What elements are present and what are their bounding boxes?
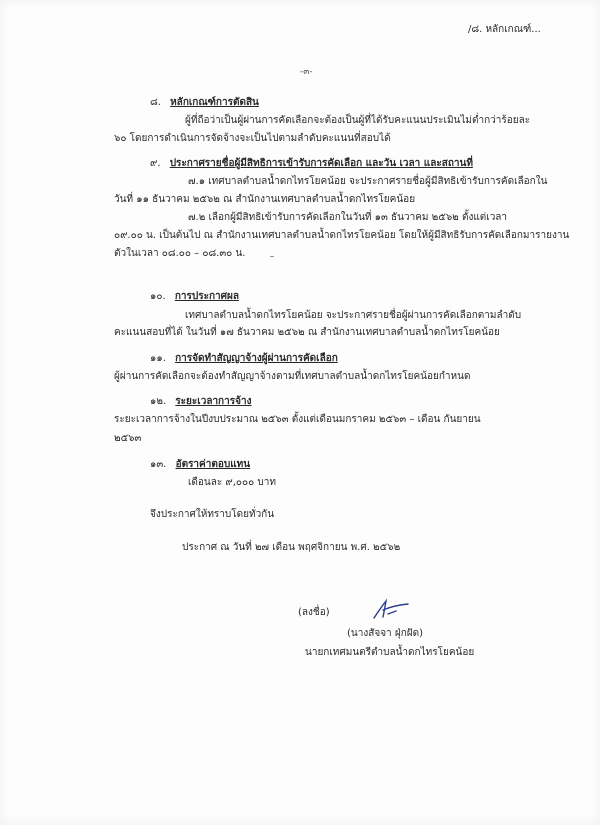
section-13-title: อัตราค่าตอบแทน [175, 459, 251, 470]
section-10-number: ๑๐. [150, 291, 166, 302]
section-8-number: ๘. [150, 97, 161, 108]
section-8-title: หลักเกณฑ์การตัดสิน [170, 97, 259, 108]
section-11-number: ๑๑. [150, 353, 166, 364]
section-9-title: ประกาศรายชื่อผู้มีสิทธิการเข้ารับการคัดเลือก และวัน เวลา และสถานที่ [169, 158, 473, 169]
section-9-number: ๙. [150, 158, 161, 169]
section-9-line-3: ๗.๒ เลือกผู้มีสิทธิเข้ารับการคัดเลือกในวันที่ ๑๓ ธันวาคม ๒๕๖๒ ตั้งแต่เวลา [188, 212, 508, 223]
announcement-date-line: ประกาศ ณ วันที่ ๒๗ เดือน พฤศจิกายน พ.ศ. ๒๕๖๒ [182, 542, 401, 553]
signer-name: (นางสัจจา ฝุ่กฝัด) [347, 628, 424, 639]
signer-position: นายกเทศมนตรีตำบลน้ำดกไทรโยคน้อย [305, 647, 475, 658]
section-10-heading [150, 290, 239, 303]
section-11-title: การจัดทำสัญญาจ้างผู้ผ่านการคัดเลือก [175, 353, 338, 364]
section-13-number: ๑๓. [150, 459, 167, 470]
section-12-title: ระยะเวลาการจ้าง [175, 396, 252, 407]
section-10-title: การประกาศผล [174, 291, 239, 302]
section-9-heading [150, 157, 473, 170]
section-13-line-1: เดือนละ ๙,๐๐๐ บาท [188, 477, 276, 488]
section-10-line-2: คะแนนสอบที่ได้ ในวันที่ ๑๗ ธันวาคม ๒๕๖๒ ณ สำนักงานเทศบาลตำบลน้ำดกไทรโยคน้อย [114, 327, 500, 338]
closing-announcement: จึงประกาศให้ทราบโดยทั่วกัน [150, 509, 275, 520]
section-8-line-2: ๖๐ โดยการดำเนินการจัดจ้างจะเป็นไปตามลำดับคะแนนที่สอบได้ [114, 133, 391, 144]
section-8-line-1: ผู้ที่ถือว่าเป็นผู้ผ่านการคัดเลือกจะต้องเป็นผู้ที่ได้รับคะแนนประเมินไม่ต่ำกว่าร้อยละ [185, 115, 531, 126]
section-12-line-2: ๒๕๖๓ [114, 433, 142, 444]
handwritten-signature [368, 598, 412, 622]
page-number: -๓- [300, 67, 313, 77]
continuation-reference: /๘. หลักเกณฑ์... [468, 24, 541, 35]
section-13-heading [150, 458, 250, 471]
section-12-number: ๑๒. [150, 396, 167, 407]
section-11-heading [150, 352, 338, 365]
sign-label: (ลงชื่อ) [298, 607, 330, 618]
section-9-line-1: ๗.๑ เทศบาลตำบลน้ำดกไทรโยคน้อย จะประกาศรายชื่อผู้มีสิทธิเข้ารับการคัดเลือกใน [188, 176, 548, 187]
section-11-line-1: ผู้ผ่านการคัดเลือกจะต้องทำสัญญาจ้างตามที่เทศบาลตำบลน้ำดกไทรโยคน้อยกำหนด [114, 371, 471, 382]
section-9-line-5: ตัวในเวลา ๐๘.๐๐ – ๐๘.๓๐ น. [114, 248, 246, 259]
section-9-line-4: ๐๙.๐๐ น. เป็นต้นไป ณ สำนักงานเทศบาลตำบลน้ำดกไทรโยคน้อย โดยให้ผู้มีสิทธิรับการคัดเลือกมารายงาน [114, 230, 570, 241]
section-8-heading [150, 96, 259, 109]
section-12-heading [150, 395, 251, 408]
scan-speck [270, 256, 274, 257]
section-9-line-2: วันที่ ๑๑ ธันวาคม ๒๕๖๒ ณ สำนักงานเทศบาลตำบลน้ำดกไทรโยคน้อย [114, 194, 416, 205]
section-12-line-1: ระยะเวลาการจ้างในปีงบประมาณ ๒๕๖๓ ตั้งแต่เดือนมกราคม ๒๕๖๓ – เดือน กันยายน [114, 414, 481, 425]
section-10-line-1: เทศบาลตำบลน้ำดกไทรโยคน้อย จะประกาศรายชื่อผู้ผ่านการคัดเลือกตามลำดับ [185, 310, 522, 321]
